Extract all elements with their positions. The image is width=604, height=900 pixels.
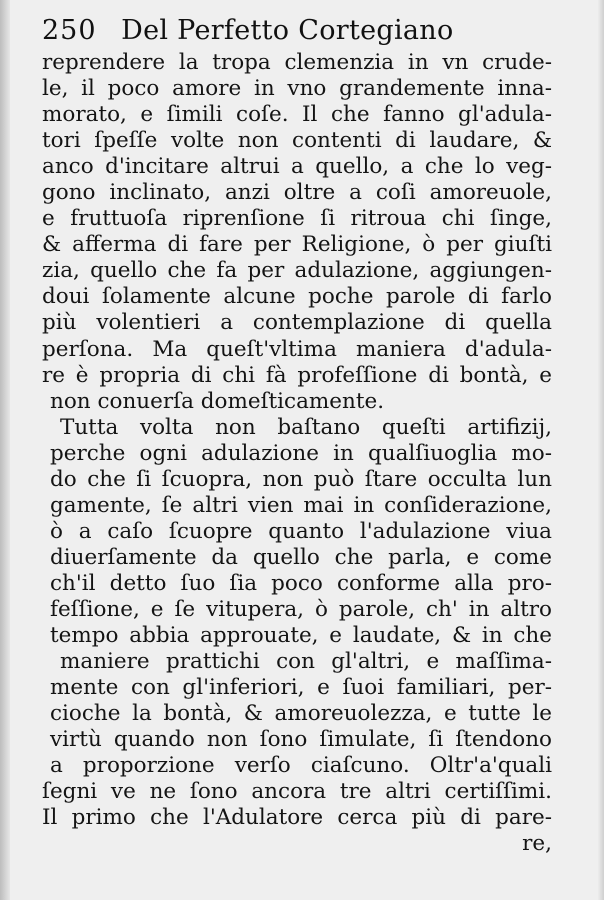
text-line: virtù quando non ſono ſimulate, ſi ſtendono [50,727,552,753]
page-edge [598,0,604,900]
text-line: le, il poco amore in vno grandemente inna- [42,76,552,102]
text-line: reprendere la tropa clemenzia in vn crude- [42,50,552,75]
text-line: tori ſpeſſe volte non contenti di laudare, & [42,128,552,154]
text-line: mente con gl'inferiori, e ſuoi familiari, per- [50,675,552,701]
text-line: zia, quello che fa per adulazione, aggiungen- [42,258,552,284]
page-number: 250 [42,15,97,46]
text-line: ò a caſo ſcuopre quanto l'adulazione viua [50,518,552,544]
text-line: ſegni ve ne ſono ancora tre altri certiſſimi. [42,779,552,805]
text-line: più volentieri a contemplazione di quella [42,310,552,336]
text-line: Tutta volta non baſtano queſti artifizij, [60,414,552,440]
text-line: ch'il detto ſuo ſia poco conforme alla pro- [50,570,552,596]
text-line: do che ſi ſcuopra, non può ſtare occulta lun [50,466,552,492]
binding-gutter [0,0,10,900]
text-line: feſſione, e ſe vitupera, ò parole, ch' in altro [50,596,552,622]
text-line: morato, e ſimili coſe. Il che fanno gl'adula- [42,102,552,128]
text-line: Il primo che l'Adulatore cerca più di pare- [42,805,552,831]
text-line: & afferma di fare per Religione, ò per giuſti [42,232,552,258]
text-line: re è propria di chi fà profeſſione di bontà, e [42,362,552,388]
text-line: perche ogni adulazione in qualſiuoglia mo- [50,440,552,466]
text-line: diuerſamente da quello che parla, e come [50,544,552,570]
text-line: doui ſolamente alcune poche parole di farlo [42,284,552,310]
text-line: a proporzione verſo ciaſcuno. Oltr'a'quali [50,753,552,779]
text-line: non conuerſa domeſticamente. [50,388,385,414]
text-line: anco d'incitare altrui a quello, a che lo veg- [42,154,552,180]
text-line: perſona. Ma queſt'vltima maniera d'adula- [42,336,552,362]
running-title: Del Perfetto Cortegiano [121,15,454,46]
text-line: gamente, ſe altri vien mai in conſiderazione, [50,492,552,518]
text-line: maniere prattichi con gl'altri, e maſſima- [60,649,552,675]
text-line: e fruttuoſa riprenſione ſi ritroua chi ſinge, [42,206,552,232]
catchword: re, [522,831,552,857]
body-text [42,50,552,857]
page-header [42,14,562,48]
text-line: tempo abbia approuate, e laudate, & in che [50,623,552,649]
text-line: cioche la bontà, & amoreuolezza, e tutte le [50,701,552,727]
text-line: gono inclinato, anzi oltre a coſi amoreuole, [42,180,552,206]
